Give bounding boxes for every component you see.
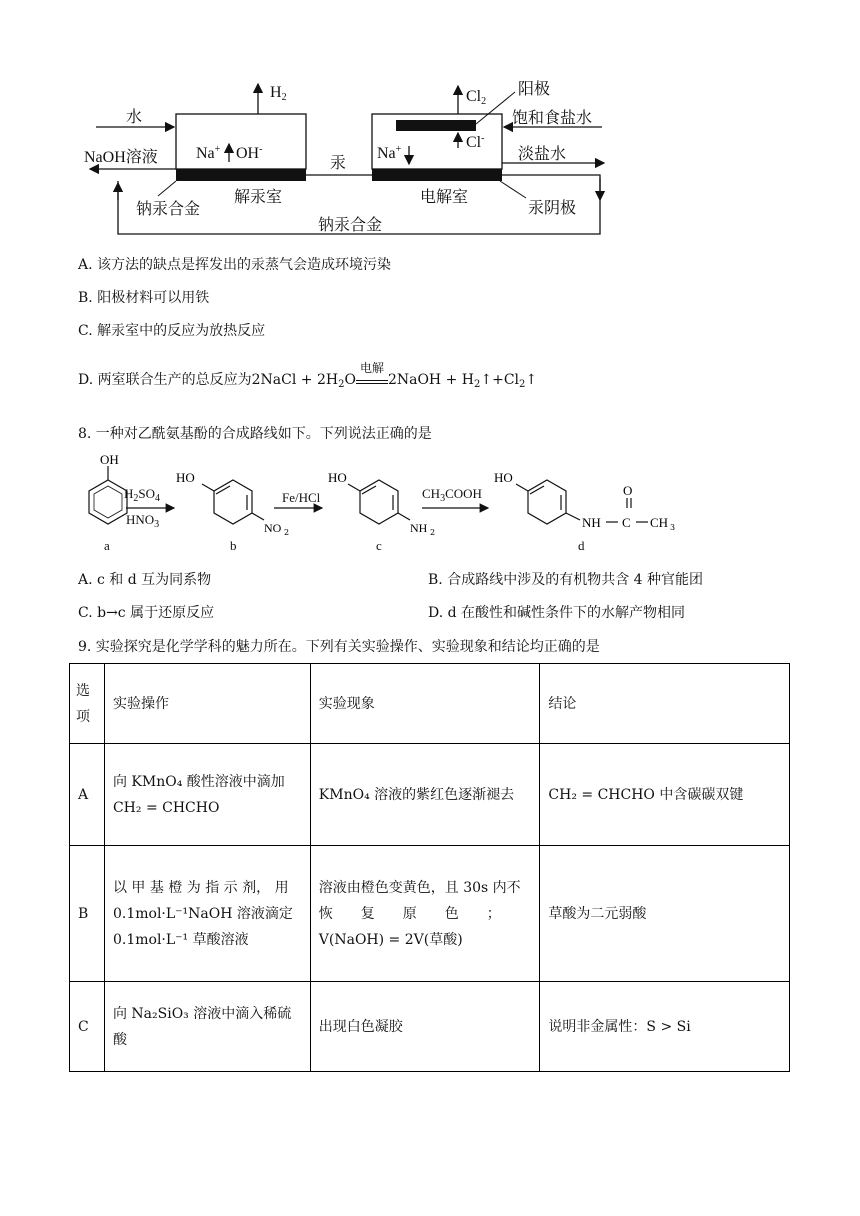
phenomenon-line: V(NaOH) = 2V(草酸) <box>318 931 463 948</box>
table-row <box>70 744 790 846</box>
row-phenomenon: 出现白色凝胶 <box>310 982 540 1072</box>
compound-b-structure <box>202 480 264 524</box>
header-option: 选项 <box>70 664 105 744</box>
svg-text:NO: NO <box>264 521 282 535</box>
mercury-cathode-label: 汞阴极 <box>528 200 577 217</box>
compound-a-structure <box>89 466 127 524</box>
q8-option-d: D. d 在酸性和碱性条件下的水解产物相同 <box>428 605 686 621</box>
svg-text:2: 2 <box>284 528 290 537</box>
compound-c-label: c <box>376 538 382 553</box>
demercuration-room-label: 解汞室 <box>234 189 283 206</box>
reagent-fe-hcl: Fe/HCl <box>282 490 321 505</box>
na-ion-left-label: Na+ <box>196 144 221 162</box>
header-phenomenon: 实验现象 <box>310 664 540 744</box>
svg-text:NH: NH <box>582 515 601 530</box>
row-conclusion: CH₂ = CHCHO 中含碳碳双键 <box>540 744 790 846</box>
q8-option-a: A. c 和 d 互为同系物 <box>78 572 212 588</box>
operation-line: 0.1mol·L⁻¹NaOH 溶液滴定 <box>112 905 293 922</box>
na-hg-alloy-left-label: 钠汞合金 <box>136 201 201 218</box>
compound-c-structure <box>348 480 410 524</box>
row-option: C <box>70 982 105 1072</box>
row-operation <box>104 982 310 1072</box>
svg-text:O: O <box>623 483 633 498</box>
experiment-table <box>69 663 790 1072</box>
svg-text:OH: OH <box>100 452 119 467</box>
svg-text:HO: HO <box>176 470 195 485</box>
row-option: B <box>70 846 105 982</box>
na-hg-alloy-bottom-label: 钠汞合金 <box>318 217 383 234</box>
electrolysis-room-label: 电解室 <box>420 189 469 206</box>
q9-stem: 9. 实验探究是化学学科的魅力所在。下列有关实验操作、实验现象和结论均正确的是 <box>78 639 600 655</box>
operation-line: 向 KMnO₄ 酸性溶液中滴加 <box>112 773 285 790</box>
table-row <box>70 982 790 1072</box>
svg-text:C: C <box>622 515 631 530</box>
q8-stem: 8. 一种对乙酰氨基酚的合成路线如下。下列说法正确的是 <box>78 426 432 442</box>
svg-text:NH: NH <box>410 521 428 535</box>
q7-option-d: D. 两室联合生产的总反应为2NaCl + $2H_2O$ 电解 2NaOH + $H_2↑+Cl_2↑$ <box>78 361 538 390</box>
operation-line: 酸 <box>112 1031 127 1048</box>
reagent-acetic-acid: $CH_3COOH$ <box>422 486 482 504</box>
dilute-brine-label: 淡盐水 <box>518 146 567 163</box>
q7-option-b: B. 阳极材料可以用铁 <box>78 290 210 306</box>
operation-line: 向 Na₂SiO₃ 溶液中滴入稀硫 <box>112 1005 292 1022</box>
header-conclusion: 结论 <box>540 664 790 744</box>
reagent-nitric-acid: $HNO_3$ <box>126 512 160 530</box>
h2-label: $H_2$ <box>270 84 287 103</box>
table-header-row <box>70 664 790 744</box>
q8-option-b: B. 合成路线中涉及的有机物共含 4 种官能团 <box>428 572 703 588</box>
row-option: A <box>70 744 105 846</box>
electrolysis-condition: 电解 <box>356 374 388 384</box>
cl-ion-label: Cl- <box>466 133 485 151</box>
row-operation <box>104 846 310 982</box>
synthesis-route-diagram <box>70 450 790 560</box>
svg-text:CH: CH <box>650 515 669 530</box>
na-ion-right-label: Na+ <box>377 144 402 162</box>
saturated-brine-label: 饱和食盐水 <box>512 110 593 127</box>
row-conclusion: 草酸为二元弱酸 <box>540 846 790 982</box>
row-phenomenon: KMnO₄ 溶液的紫红色逐渐褪去 <box>310 744 540 846</box>
reagent-sulfuric-acid: $H_2SO_4$ <box>124 486 161 504</box>
svg-text:2: 2 <box>430 528 436 537</box>
row-conclusion: 说明非金属性：S > Si <box>540 982 790 1072</box>
operation-line: 0.1mol·L⁻¹ 草酸溶液 <box>112 931 249 948</box>
naoh-solution-label: NaOH溶液 <box>84 149 158 166</box>
svg-text:3: 3 <box>670 523 676 532</box>
row-operation <box>104 744 310 846</box>
svg-text:HO: HO <box>494 470 513 485</box>
q7-option-a: A. 该方法的缺点是挥发出的汞蒸气会造成环境污染 <box>78 257 392 273</box>
q7-option-c: C. 解汞室中的反应为放热反应 <box>78 323 266 339</box>
operation-line: CH₂ = CHCHO <box>112 799 220 816</box>
water-label: 水 <box>126 109 143 126</box>
electrolysis-diagram <box>0 0 860 245</box>
compound-a-label: a <box>104 538 110 553</box>
row-phenomenon <box>310 846 540 982</box>
equation-left: 2NaCl + 2H <box>251 372 339 388</box>
compound-b-label: b <box>230 538 237 553</box>
anode-label: 阳极 <box>518 81 551 98</box>
operation-line: 以 甲 基 橙 为 指 示 剂， 用 <box>112 879 289 896</box>
header-operation: 实验操作 <box>104 664 310 744</box>
mercury-label: 汞 <box>330 155 347 172</box>
oh-ion-label: OH- <box>236 144 263 162</box>
q8-option-c: C. b→c 属于还原反应 <box>78 605 215 621</box>
compound-d-label: d <box>578 538 585 553</box>
phenomenon-line: 恢 复 原 色 ； <box>318 905 501 922</box>
phenomenon-line: 溶液由橙色变黄色，且 30s 内不 <box>318 879 521 896</box>
svg-text:HO: HO <box>328 470 347 485</box>
table-row <box>70 846 790 982</box>
cl2-label: $Cl_2$ <box>466 88 487 107</box>
